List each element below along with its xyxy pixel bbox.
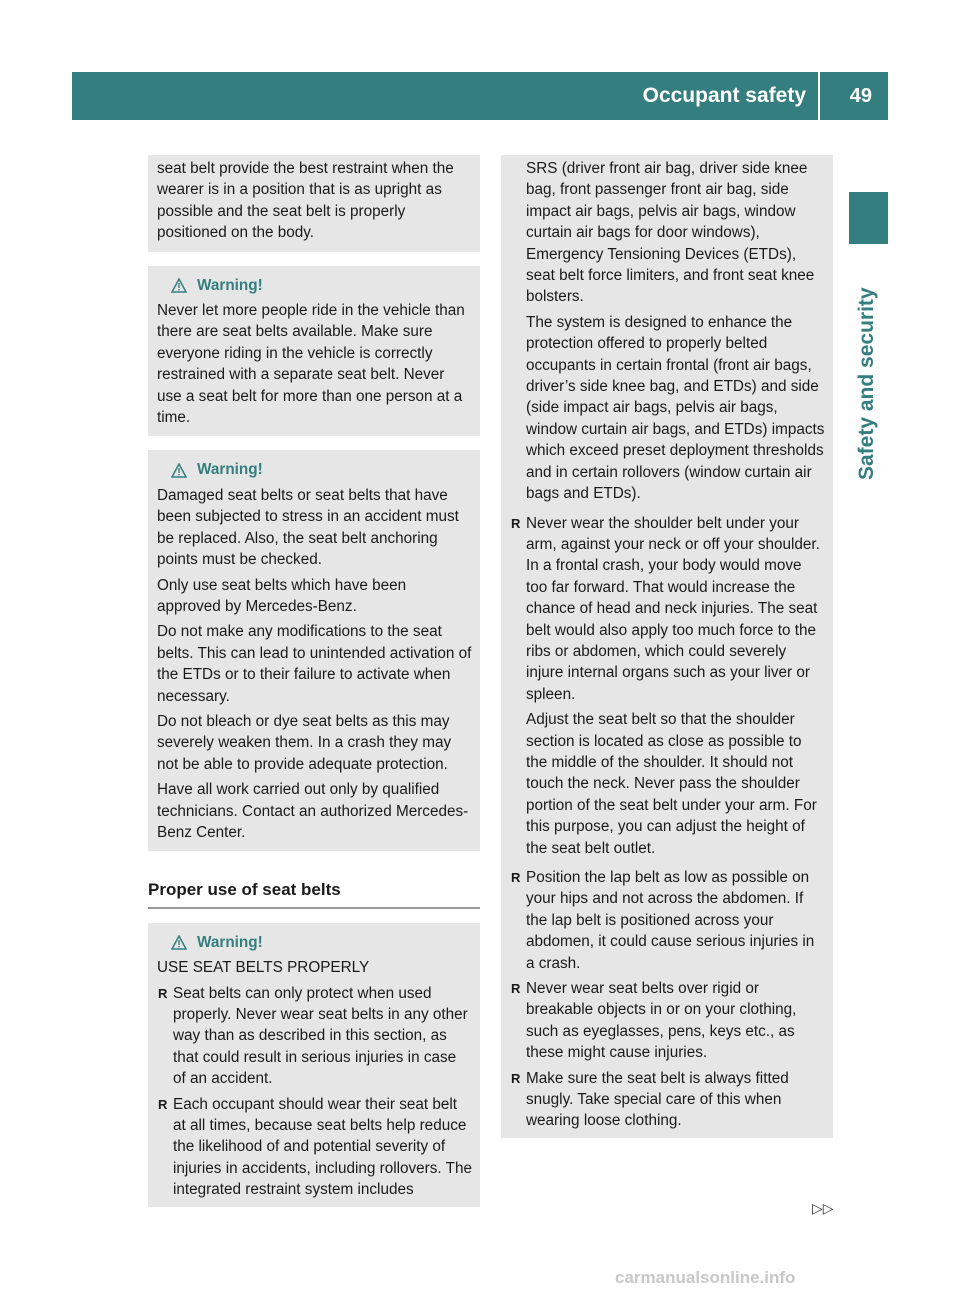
paragraph: Have all work carried out only by qualified technicians. Contact an authorized Mercedes-Benz Center. [157,781,469,841]
warning-triangle-icon [171,278,187,293]
right-column [501,155,833,1152]
warning-box-continued [501,155,833,1138]
paragraph: The system is designed to enhance the protection offered to properly belted occupants in certain frontal (front air bags, driver’s side knee bag, and ETDs) and side (side impact air bags, pelvis air bags, window curtain air bags, and ETDs) impacts which exceed preset deployment thresholds and in certain rollovers (window curtain air bags and ETDs). [526,313,825,503]
paragraph: Never let more people ride in the vehicle than there are seat belts available. Make sure everyone riding in the vehicle is correctly restrained with a separate seat belt. Never use a seat belt for more than one person at a time. [157,302,465,427]
list-item: R Never wear seat belts over rigid or breakable objects in or on your clothing, such as eyeglasses, pens, keys etc., as these might cause injuries. [510,978,825,1064]
continue-arrow-icon: ▷▷ [812,1200,834,1216]
warning-triangle-icon [171,935,187,950]
paragraph: Do not make any modifications to the seat belts. This can lead to unintended activation of the ETDs or to their failure to activate when necessary. [157,623,472,705]
warning-header [157,932,472,953]
warning-triangle-icon [171,463,187,478]
chapter-label: Safety and security [855,287,878,480]
warning-box [148,450,480,851]
warning-title: Warning! [197,276,263,294]
warning-intro: USE SEAT BELTS PROPERLY [157,959,370,977]
list-item: R Make sure the seat belt is always fitted snugly. Take special care of this when wearing loose clothing. [510,1068,825,1132]
warning-title: Warning! [197,933,263,951]
warning-title: Warning! [197,461,263,479]
page-number: 49 [849,85,872,107]
list-item: R Each occupant should wear their seat belt at all times, because seat belts help reduce the likelihood of and potential severity of injuries in accidents, including rollovers. The integrated restraint system includes [157,1094,472,1201]
paragraph: Only use seat belts which have been approved by Mercedes-Benz. [157,576,407,615]
warning-header [157,275,472,296]
paragraph: Do not bleach or dye seat belts as this may severely weaken them. In a crash they may not be able to provide adequate protection. [157,712,452,773]
list-item: R Position the lap belt as low as possible on your hips and not across the abdomen. If the lap belt is positioned across your abdomen, it could cause serious injuries in a crash. [510,867,825,974]
paragraph: Damaged seat belts or seat belts that have been subjected to stress in an accident must be replaced. Also, the seat belt anchoring points must be checked. [157,486,459,569]
warning-box [148,266,480,437]
left-column [148,155,480,1221]
list-item: R Never wear the shoulder belt under your arm, against your neck or off your shoulder. In a frontal crash, your body would move too far forward. That would increase the chance of head and neck injuries. The seat belt would also apply too much force to the ribs or abdomen, which could severely injure internal organs such as your liver or spleen. [510,513,825,706]
section-heading: Proper use of seat belts [148,875,480,908]
warning-box [148,923,480,1207]
section-title: Occupant safety [643,72,820,120]
chapter-tab [849,192,888,244]
info-box [148,155,480,252]
list-item: R Seat belts can only protect when used properly. Never wear seat belts in any other way than as described in this section, as that could result in serious injuries in case of an accident. [157,983,472,1090]
paragraph: Adjust the seat belt so that the shoulder section is located as close as possible to the middle of the shoulder. It should not touch the neck. Never pass the shoulder portion of the seat belt under your arm. For this purpose, you can adjust the height of the seat belt outlet. [526,711,817,857]
paragraph: SRS (driver front air bag, driver side knee bag, front passenger front air bag, side impact air bags, pelvis air bags, window curtain air bags for door windows), Emergency Tensioning Devices (ETDs), seat belt force limiters, and front seat knee bolsters. [526,160,815,306]
warning-header [157,459,472,480]
page-header [72,72,888,120]
paragraph: seat belt provide the best restraint when the wearer is in a position that is as upright as possible and the seat belt is properly positioned on the body. [157,160,454,242]
watermark: carmanualsonline.info [615,1268,796,1287]
